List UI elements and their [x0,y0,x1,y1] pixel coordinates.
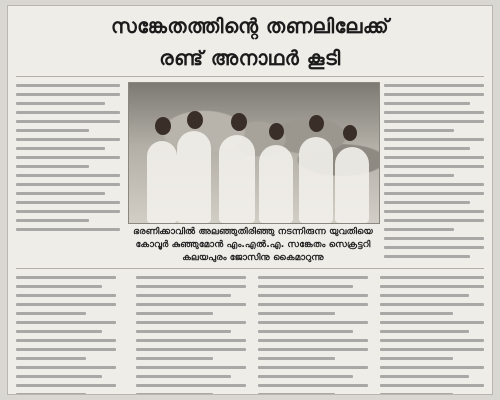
photo-caption [128,225,378,264]
newspaper-clipping [8,6,492,394]
left-column-text [16,84,120,237]
headline-line-1: സങ്കേതത്തിന്റെ തണലിലേക്ക് [110,14,390,38]
headline-line-2: രണ്ട് അനാഥർ കൂടി [159,46,341,70]
photo-caption-line-3: കലയപുരം ജോസിനു കൈമാറുന്നു [182,252,324,263]
lower-col-1 [16,276,116,394]
lower-col-2 [136,276,246,394]
headline-divider [16,76,484,77]
lower-divider [16,268,484,269]
lower-col-4 [380,276,484,394]
lower-col-3 [258,276,368,394]
news-photo [128,82,380,224]
photo-caption-line-2: കോവൂർ കുഞ്ഞുമോൻ എം.എൽ.എ. സങ്കേതം സെക്രട്ടറി [135,239,371,250]
photo-caption-line-1: ഭരണിക്കാവിൽ അലഞ്ഞുതിരിഞ്ഞു നടന്നിരുന്ന യുവതിയെ [133,226,373,237]
right-column-text [384,84,484,264]
